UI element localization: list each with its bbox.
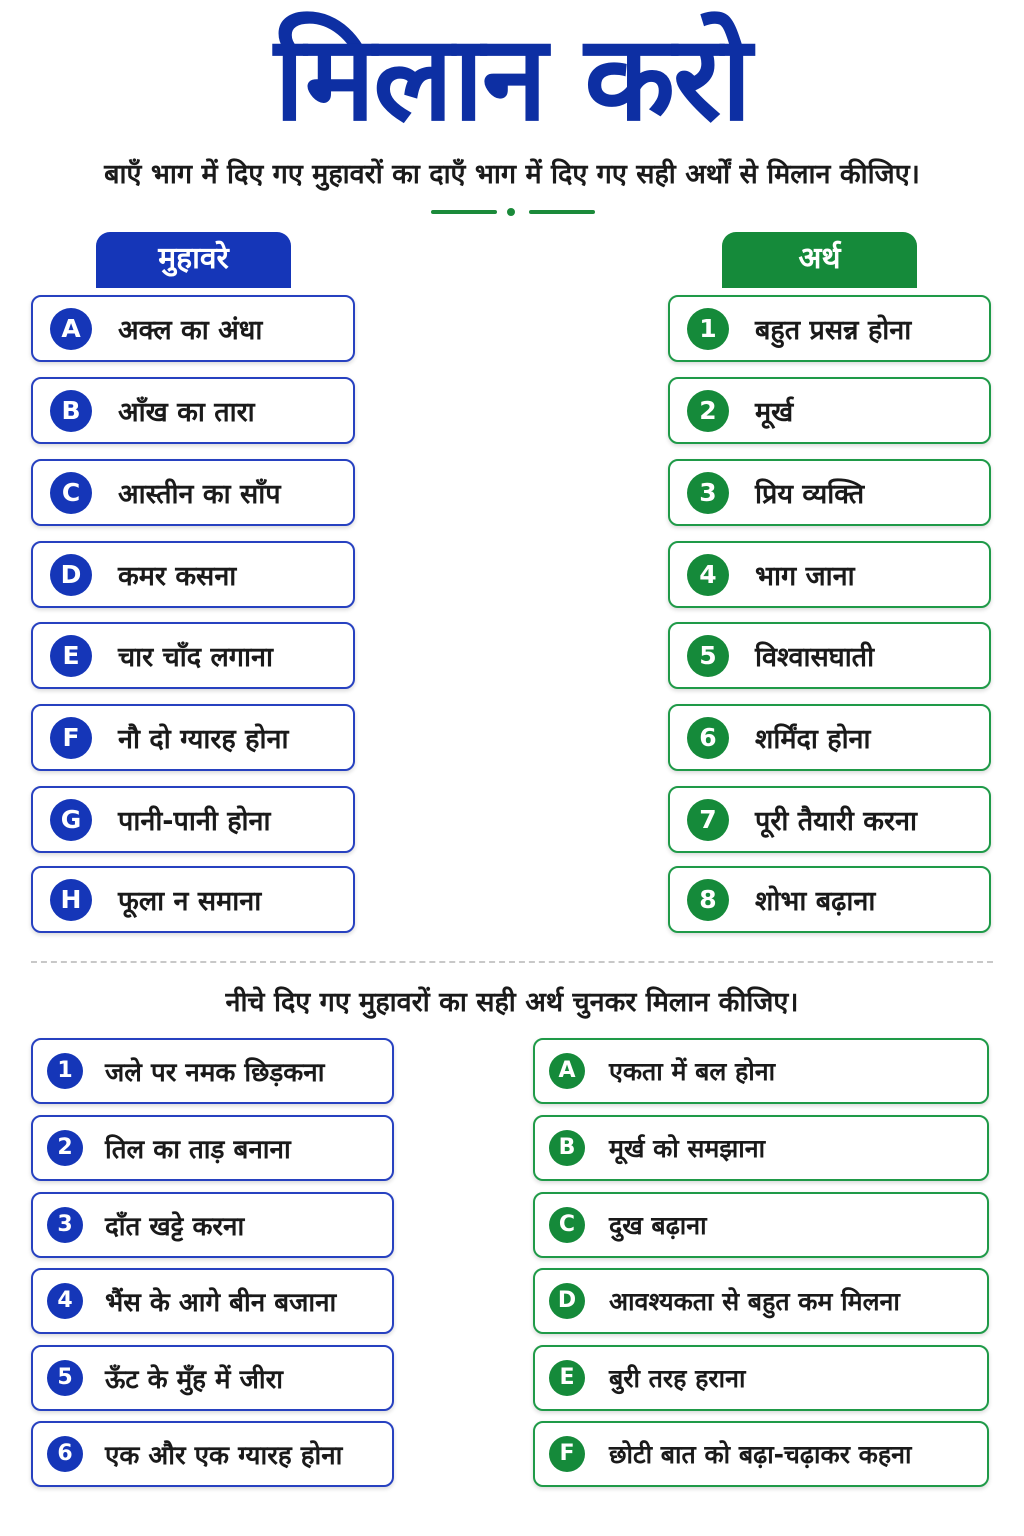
number-badge: 3 [47,1207,83,1243]
idiom-text: अक्ल का अंधा [118,315,263,346]
meaning-text: आवश्यकता से बहुत कम मिलना [609,1287,900,1316]
idiom-text: आँख का तारा [118,397,255,428]
section2-instruction: नीचे दिए गए मुहावरों का सही अर्थ चुनकर मिलान कीजिए। [225,987,799,1018]
meaning-card-8[interactable] [668,866,991,933]
number-badge: 2 [687,390,729,432]
meaning-text: शर्मिंदा होना [755,724,871,755]
idiom2-card-2[interactable] [31,1115,394,1181]
idiom2-card-4[interactable] [31,1268,394,1334]
idiom-card-d[interactable] [31,541,355,608]
letter-badge: D [549,1283,585,1319]
idiom2-card-3[interactable] [31,1192,394,1258]
letter-badge: B [549,1130,585,1166]
idiom-text: भैंस के आगे बीन बजाना [105,1288,337,1318]
meaning-card-1[interactable] [668,295,991,362]
number-badge: 7 [687,799,729,841]
meaning-text: विश्वासघाती [755,642,875,673]
letter-badge: C [50,472,92,514]
idiom-text: आस्तीन का साँप [118,479,281,510]
meaning2-card-a[interactable] [533,1038,989,1104]
letter-badge: D [50,554,92,596]
number-badge: 2 [47,1130,83,1166]
number-badge: 1 [47,1053,83,1089]
idiom-card-b[interactable] [31,377,355,444]
meaning-card-6[interactable] [668,704,991,771]
idiom-text: ऊँट के मुँह में जीरा [105,1365,283,1395]
idiom-text: पानी-पानी होना [118,806,271,837]
meaning2-card-f[interactable] [533,1421,989,1487]
idiom-text: दाँत खट्टे करना [105,1212,245,1242]
letter-badge: C [549,1207,585,1243]
meaning-card-4[interactable] [668,541,991,608]
letter-badge: A [50,308,92,350]
meaning-text: दुख बढ़ाना [609,1211,707,1240]
meaning2-card-c[interactable] [533,1192,989,1258]
idioms-header-tab: मुहावरे [96,232,291,288]
idiom-text: कमर कसना [118,561,237,592]
number-badge: 6 [47,1436,83,1472]
meaning-text: पूरी तैयारी करना [755,806,918,837]
meaning-text: मूर्ख को समझाना [609,1134,766,1163]
idiom-text: फूला न समाना [118,886,262,917]
page-title: मिलान करो [274,9,750,147]
page-subtitle: बाएँ भाग में दिए गए मुहावरों का दाएँ भाग में दिए गए सही अर्थों से मिलान कीजिए। [104,159,920,190]
idiom2-card-6[interactable] [31,1421,394,1487]
divider-dot [507,208,515,216]
meanings-header-tab: अर्थ [722,232,917,288]
meaning-text: मूर्ख [755,397,794,428]
number-badge: 5 [687,635,729,677]
letter-badge: F [549,1436,585,1472]
number-badge: 8 [687,879,729,921]
meaning2-card-e[interactable] [533,1345,989,1411]
meaning-card-3[interactable] [668,459,991,526]
letter-badge: G [50,799,92,841]
idiom-text: चार चाँद लगाना [118,642,273,673]
letter-badge: F [50,717,92,759]
meaning-text: भाग जाना [755,561,855,592]
idiom2-card-5[interactable] [31,1345,394,1411]
meaning-card-2[interactable] [668,377,991,444]
meaning-text: बुरी तरह हराना [609,1364,746,1393]
meaning2-card-d[interactable] [533,1268,989,1334]
divider-line-left [431,210,497,214]
meaning-text: प्रिय व्यक्ति [755,479,865,510]
meaning2-card-b[interactable] [533,1115,989,1181]
title-divider [431,207,595,217]
divider-line-right [529,210,595,214]
meaning-card-5[interactable] [668,622,991,689]
letter-badge: E [50,635,92,677]
idiom-text: एक और एक ग्यारह होना [105,1441,343,1471]
letter-badge: H [50,879,92,921]
letter-badge: A [549,1053,585,1089]
number-badge: 5 [47,1360,83,1396]
meaning-card-7[interactable] [668,786,991,853]
idiom-card-a[interactable] [31,295,355,362]
number-badge: 6 [687,717,729,759]
section-divider [31,961,993,963]
letter-badge: B [50,390,92,432]
meaning-text: बहुत प्रसन्न होना [755,315,912,346]
number-badge: 4 [47,1283,83,1319]
number-badge: 4 [687,554,729,596]
number-badge: 3 [687,472,729,514]
idiom-text: तिल का ताड़ बनाना [105,1135,291,1165]
idiom-text: जले पर नमक छिड़कना [105,1058,325,1088]
meaning-text: छोटी बात को बढ़ा-चढ़ाकर कहना [609,1440,912,1469]
idiom-card-e[interactable] [31,622,355,689]
idiom-text: नौ दो ग्यारह होना [118,724,289,755]
idiom-card-h[interactable] [31,866,355,933]
idiom-card-f[interactable] [31,704,355,771]
letter-badge: E [549,1360,585,1396]
meaning-text: शोभा बढ़ाना [755,886,876,917]
idiom-card-g[interactable] [31,786,355,853]
idiom-card-c[interactable] [31,459,355,526]
idiom2-card-1[interactable] [31,1038,394,1104]
meaning-text: एकता में बल होना [609,1057,776,1086]
number-badge: 1 [687,308,729,350]
